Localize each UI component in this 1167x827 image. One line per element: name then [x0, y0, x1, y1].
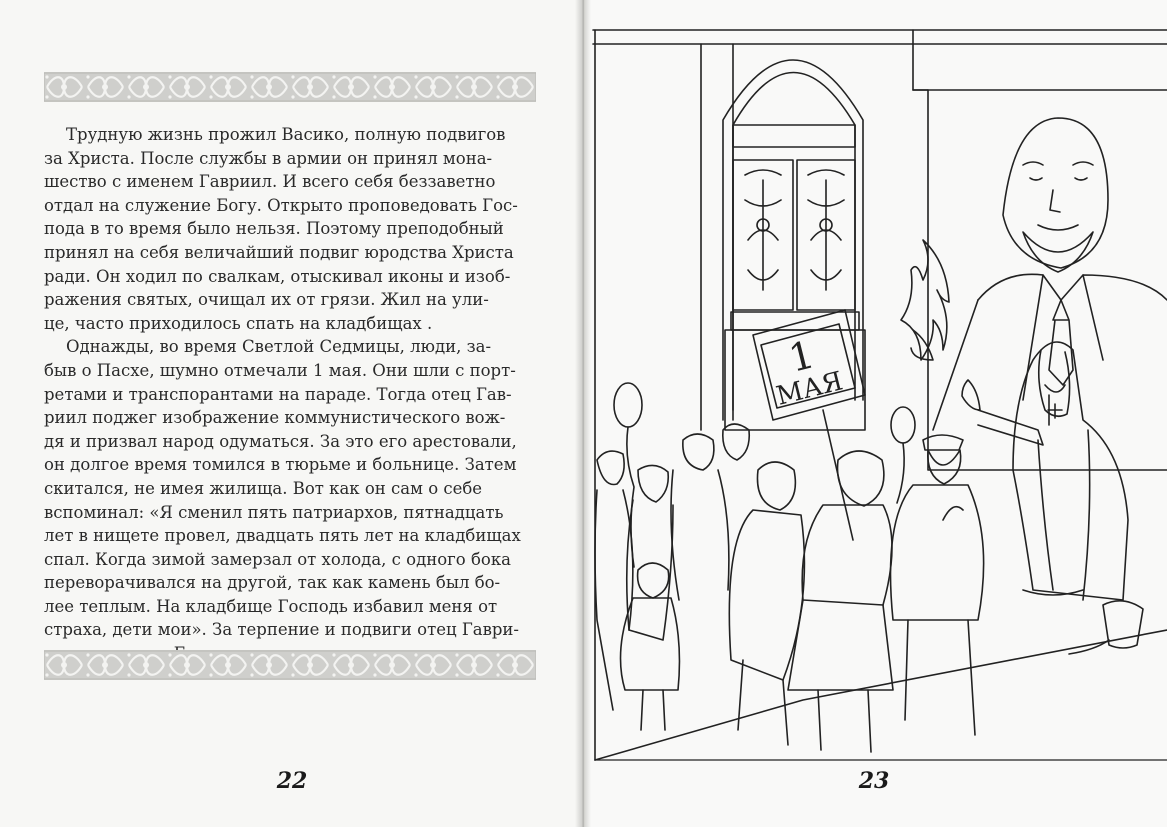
left-page: [0, 0, 583, 827]
flames: [901, 240, 949, 360]
text-line: це, часто приходилось спать на кладбищах .: [44, 313, 433, 333]
text-line: ради. Он ходил по свалкам, отыскивал иконы и изоб-: [44, 266, 511, 286]
balloons: [614, 383, 915, 567]
text-line: отдал на служение Богу. Открыто проповедовать Гос-: [44, 195, 518, 215]
text-line: скитался, не имея жилища. Вот как он сам о себе: [44, 478, 483, 498]
page-number-right: 23: [858, 768, 890, 794]
text-line: пода в то время было нельзя. Поэтому преподобный: [44, 219, 504, 239]
text-line: быв о Пасхе, шумно отмечали 1 мая. Они шли с порт-: [44, 360, 516, 380]
top-ornament-band: [44, 72, 536, 102]
leader-portrait: [933, 118, 1167, 430]
text-line: спал. Когда зимой замерзал от холода, с одного бока: [44, 549, 512, 569]
text-line: он долгое время томился в тюрьме и больнице. Затем: [44, 455, 517, 475]
text-line: переворачивался на другой, так как камень был бо-: [44, 573, 501, 593]
text-line: лее теплым. На кладбище Господь избавил меня от: [44, 596, 498, 616]
banner-month: МАЯ: [773, 366, 847, 412]
monk-figure: [962, 342, 1143, 654]
text-line: Однажды, во время Светлой Седмицы, люди, за-: [66, 337, 492, 357]
page-number-left: 22: [276, 768, 308, 794]
bottom-ornament-band: [44, 650, 536, 680]
text-line: шество с именем Гавриил. И всего себя беззаветно: [44, 172, 496, 192]
text-line: ражения святых, очищал их от грязи. Жил на ули-: [44, 290, 489, 310]
text-line: принял на себя величайший подвиг юродства Христа: [44, 242, 514, 262]
text-line: ретами и транспорантами на параде. Тогда отец Гав-: [44, 384, 512, 404]
text-line: риил поджег изображение коммунистического вож-: [44, 408, 506, 428]
text-line: вспоминал: «Я сменил пять патриархов, пятнадцать: [44, 502, 504, 522]
crowd: [595, 424, 984, 752]
body-text: [44, 123, 538, 666]
book-gutter: [575, 0, 591, 827]
text-line: Трудную жизнь прожил Васико, полную подвигов: [66, 125, 506, 144]
text-line: за Христа. После службы в армии он принял мона-: [44, 148, 493, 168]
text-line: дя и призвал народ одуматься. За это его арестовали,: [44, 431, 517, 451]
text-line: лет в нищете провел, двадцать пять лет на кладбищах: [44, 526, 521, 546]
coloring-illustration: [583, 0, 1167, 827]
text-line: страха, дети мои». За терпение и подвиги отец Гаври-: [44, 620, 520, 640]
banner-day: 1: [784, 332, 819, 381]
